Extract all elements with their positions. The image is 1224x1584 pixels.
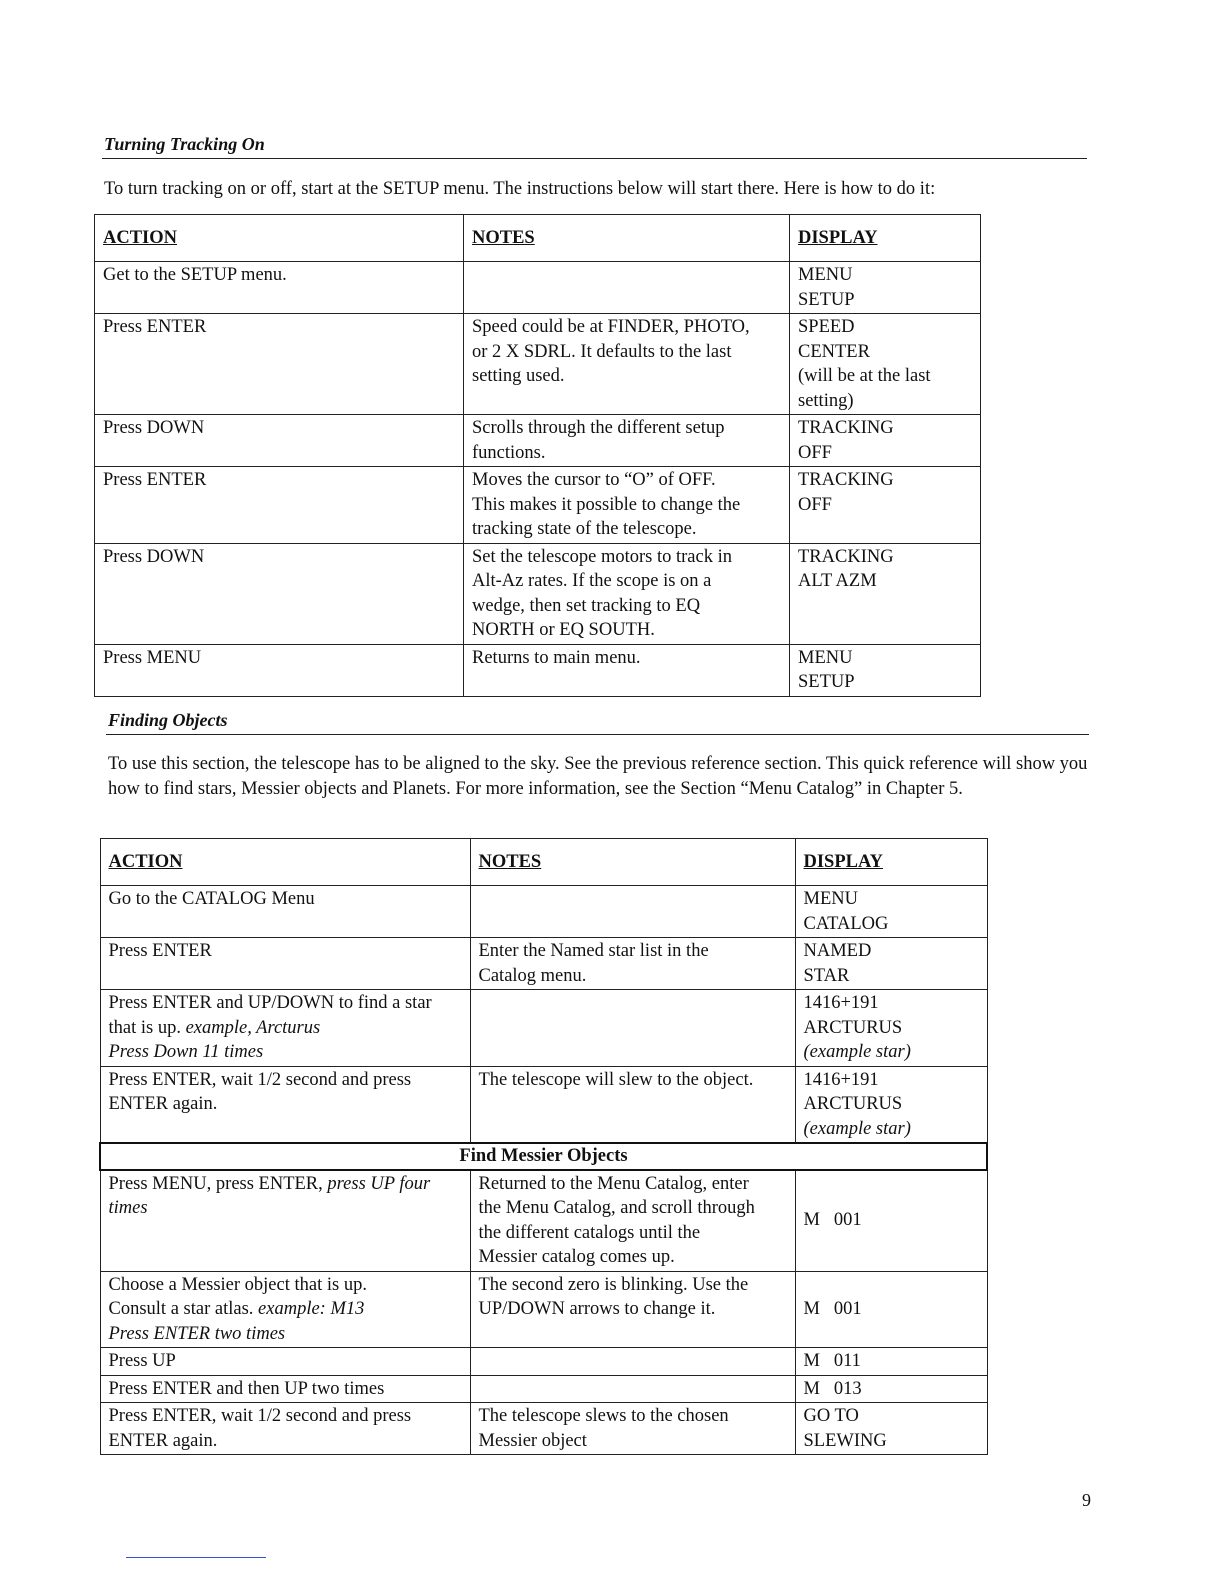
page-number: 9: [1082, 1490, 1091, 1510]
notes-text: The telescope slews to the chosen: [478, 1406, 729, 1426]
tracking-table: [94, 214, 981, 697]
table-row: [100, 886, 987, 938]
display-text: MENU: [803, 889, 858, 909]
footer-line: [126, 1557, 266, 1558]
action-text: Press ENTER and UP/DOWN to find a star: [108, 993, 432, 1013]
notes-text: Messier catalog comes up.: [478, 1247, 675, 1267]
display-text: MENU: [798, 647, 853, 668]
display-text: SETUP: [798, 289, 855, 310]
notes-text: Moves the cursor to “O” of OFF.: [472, 470, 716, 490]
display-text: MENU: [798, 265, 853, 285]
table-row: [100, 938, 987, 990]
table-row: [95, 415, 981, 467]
notes-text: tracking state of the telescope.: [472, 519, 697, 539]
notes-text: setting used.: [472, 366, 565, 386]
action-text: Press ENTER, wait 1/2 second and press: [108, 1069, 412, 1090]
section-row: [100, 1143, 987, 1170]
action-text: ENTER again.: [108, 1094, 218, 1114]
notes-text: functions.: [472, 442, 546, 463]
table-row: [100, 1403, 987, 1455]
notes-text: Catalog menu.: [478, 965, 587, 986]
notes-text: the Menu Catalog, and scroll through: [478, 1198, 755, 1218]
header-display: DISPLAY: [795, 839, 987, 886]
header-notes: NOTES: [470, 839, 795, 886]
notes-text: Scrolls through the different setup: [472, 418, 725, 438]
display-text: (example star): [803, 1042, 911, 1062]
action-text: ENTER again.: [108, 1430, 218, 1451]
table-row: [100, 1170, 987, 1272]
table-row: [95, 262, 981, 314]
display-text: OFF: [798, 442, 832, 463]
table-header-row: [95, 215, 981, 262]
notes-text: Messier object: [478, 1430, 587, 1451]
action-text: times: [108, 1198, 148, 1218]
action-text: Press ENTER: [108, 941, 212, 961]
action-text: that is up.: [108, 1017, 186, 1038]
header-notes: NOTES: [464, 215, 790, 262]
action-text: Press ENTER and then UP two times: [108, 1378, 385, 1399]
display-text: CATALOG: [803, 913, 889, 934]
action-text: press UP four: [327, 1173, 431, 1194]
display-text: ARCTURUS: [803, 1017, 903, 1038]
display-text: setting): [798, 390, 854, 411]
notes-text: Speed could be at FINDER, PHOTO,: [472, 317, 750, 337]
notes-text: This makes it possible to change the: [472, 494, 741, 515]
display-text: GO TO: [803, 1406, 859, 1426]
action-example: example: M13: [258, 1299, 365, 1319]
action-text: Press DOWN: [103, 546, 205, 567]
table-row: [100, 990, 987, 1067]
display-text: TRACKING: [798, 546, 894, 567]
table-row: [95, 467, 981, 544]
section-rule: [102, 158, 1087, 159]
action-text: Press ENTER: [103, 470, 207, 490]
display-text: (example star): [803, 1118, 911, 1139]
table-row: [95, 314, 981, 415]
action-text: Press ENTER: [103, 317, 207, 337]
notes-text: Set the telescope motors to track in: [472, 546, 732, 567]
notes-text: NORTH or EQ SOUTH.: [472, 620, 655, 640]
intro-paragraph-tracking: To turn tracking on or off, start at the SETUP menu. The instructions below will start there. Here is how to do it:: [104, 179, 936, 199]
notes-text: Returned to the Menu Catalog, enter: [478, 1173, 749, 1194]
display-text: SLEWING: [803, 1430, 887, 1451]
messier-heading: Find Messier Objects: [100, 1143, 987, 1170]
table-row: [100, 1066, 987, 1143]
display-text: SETUP: [798, 672, 855, 692]
notes-text: UP/DOWN arrows to change it.: [478, 1299, 716, 1319]
action-text: Press Down 11 times: [108, 1042, 264, 1062]
action-text: Go to the CATALOG Menu: [108, 889, 315, 909]
section-heading-tracking: Turning Tracking On: [104, 134, 265, 154]
notes-text: The second zero is blinking. Use the: [478, 1274, 749, 1295]
action-text: Press MENU: [103, 647, 202, 668]
finding-objects-table: [99, 838, 988, 1455]
notes-text: wedge, then set tracking to EQ: [472, 595, 701, 616]
display-text: M 013: [803, 1378, 862, 1399]
action-text: Press UP: [108, 1351, 176, 1371]
display-text: M 001: [803, 1210, 862, 1231]
section-heading-finding: Finding Objects: [108, 710, 228, 730]
notes-text: or 2 X SDRL. It defaults to the last: [472, 341, 732, 362]
action-text: Choose a Messier object that is up.: [108, 1274, 367, 1295]
section-rule: [106, 734, 1089, 735]
notes-text: Returns to main menu.: [472, 647, 641, 668]
header-action: ACTION: [95, 215, 464, 262]
table-row: [100, 1375, 987, 1403]
display-text: (will be at the last: [798, 366, 931, 386]
action-text: Press DOWN: [103, 418, 205, 438]
display-text: OFF: [798, 494, 832, 515]
display-text: ALT AZM: [798, 571, 877, 591]
display-text: 1416+191: [803, 1069, 879, 1090]
notes-text: Enter the Named star list in the: [478, 941, 709, 961]
display-text: TRACKING: [798, 470, 894, 490]
notes-text: The telescope will slew to the object.: [478, 1069, 754, 1090]
display-text: SPEED: [798, 317, 855, 337]
table-row: [95, 543, 981, 644]
action-text: Press MENU, press ENTER,: [108, 1173, 328, 1194]
action-text: Get to the SETUP menu.: [103, 265, 287, 285]
notes-text: Alt-Az rates. If the scope is on a: [472, 571, 712, 591]
header-display: DISPLAY: [790, 215, 981, 262]
display-text: NAMED: [803, 941, 872, 961]
action-text: Press ENTER two times: [108, 1323, 286, 1344]
display-text: M 001: [803, 1299, 862, 1319]
table-row: [100, 1271, 987, 1348]
display-text: CENTER: [798, 341, 870, 362]
display-text: 1416+191: [803, 993, 879, 1013]
action-text: Press ENTER, wait 1/2 second and press: [108, 1406, 412, 1426]
table-row: [95, 644, 981, 696]
action-example: example, Arcturus: [185, 1017, 321, 1038]
notes-text: the different catalogs until the: [478, 1222, 701, 1243]
display-text: TRACKING: [798, 418, 894, 438]
header-action: ACTION: [100, 839, 470, 886]
intro-paragraph-finding: To use this section, the telescope has to be aligned to the sky. See the previous reference section. This quick reference will show you how to find stars, Messier objects and Planets. For more information, see the Section “Menu Catalog” in Chapter 5.: [108, 754, 1088, 799]
table-row: [100, 1348, 987, 1376]
action-text: Consult a star atlas.: [108, 1299, 259, 1319]
table-header-row: [100, 839, 987, 886]
display-text: ARCTURUS: [803, 1094, 903, 1114]
display-text: M 011: [803, 1351, 861, 1371]
display-text: STAR: [803, 965, 850, 986]
